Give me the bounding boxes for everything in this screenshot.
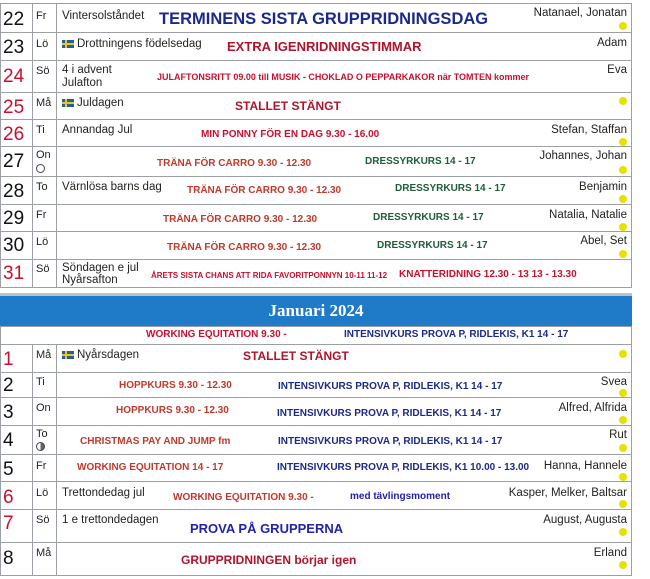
name-day: Svea: [600, 376, 627, 388]
weekday: Sö: [36, 65, 50, 77]
event-label: INTENSIVKURS PROVA P, RIDLEKIS, K1 14 - 17: [278, 381, 503, 392]
name-day: Kasper, Melker, Baltsar: [508, 487, 627, 499]
event-label: INTENSIVKURS PROVA P, RIDLEKIS, K1 14 - 17: [277, 408, 502, 419]
event-label: WORKING EQUITATION 9.30 -: [146, 329, 287, 340]
moon-phase-icon: [36, 442, 45, 451]
name-day: Johannes, Johan: [539, 150, 627, 162]
event-label: GRUPPRIDNINGEN börjar igen: [181, 553, 357, 567]
name-day: Abel, Set: [580, 235, 627, 247]
day-description-2: Nyårsafton: [62, 274, 118, 286]
day-description-wrap: [62, 38, 202, 51]
day-number: 6: [3, 487, 14, 508]
january-event-strip: [0, 326, 632, 344]
name-day: Natalia, Natalie: [549, 209, 627, 221]
day-number: 28: [3, 181, 25, 202]
name-day: Rut: [609, 429, 627, 441]
day-row-jan-3: [0, 397, 632, 425]
day-number: 1: [3, 349, 14, 370]
moon-dot-icon: [619, 500, 627, 508]
day-row-dec-22: [0, 3, 632, 32]
day-description: Trettondedag jul: [62, 487, 145, 499]
weekday: Sö: [36, 263, 50, 275]
weekday: Må: [36, 97, 52, 109]
day-description: Drottningens födelsedag: [77, 38, 202, 50]
event-label: med tävlingsmoment: [350, 491, 451, 502]
weekday: Lö: [36, 38, 49, 50]
weekday: Fr: [36, 460, 47, 472]
day-row-dec-30: [0, 231, 632, 259]
event-label: KNATTERIDNING 12.30 - 13 13 - 13.30: [399, 269, 577, 280]
day-row-dec-28: [0, 176, 632, 204]
day-description: Annandag Jul: [62, 124, 133, 136]
day-row-jan-8: [0, 542, 632, 576]
moon-dot-icon: [619, 350, 627, 358]
day-row-jan-6: [0, 481, 632, 509]
event-label: DRESSYRKURS 14 - 17: [377, 240, 488, 251]
day-row-dec-23: [0, 32, 632, 60]
day-number: 2: [3, 375, 14, 396]
day-row-jan-2: [0, 372, 632, 397]
event-label: HOPPKURS 9.30 - 12.30: [116, 405, 229, 416]
day-row-jan-5: [0, 454, 632, 481]
event-label: DRESSYRKURS 14 - 17: [395, 183, 506, 194]
weekday: Sö: [36, 514, 50, 526]
weekday: Ti: [36, 124, 45, 136]
moon-dot-icon: [619, 250, 627, 258]
weekday: Ti: [36, 376, 45, 388]
day-description: Vintersolståndet: [62, 10, 145, 22]
name-day: Adam: [596, 37, 627, 49]
event-label: PROVA PÅ GRUPPERNA: [190, 521, 344, 536]
weekday: On: [36, 402, 51, 414]
day-row-jan-1: [0, 344, 632, 372]
moon-dot-icon: [619, 166, 627, 174]
day-number: 29: [3, 208, 25, 229]
month-header: Januari 2024: [0, 296, 632, 326]
moon-dot-icon: [619, 138, 627, 146]
weekday: Fr: [36, 10, 47, 22]
event-label: TRÄNA FÖR CARRO 9.30 - 12.30: [157, 158, 312, 169]
day-description: 1 e trettondedagen: [62, 514, 159, 526]
moon-dot-icon: [619, 416, 627, 424]
moon-dot-icon: [619, 444, 627, 452]
day-row-jan-7: [0, 509, 632, 542]
event-label: INTENSIVKURS PROVA P, RIDLEKIS, K1 14 - 17: [278, 436, 503, 447]
day-number: 25: [3, 97, 25, 118]
name-day: Erland: [593, 547, 627, 559]
swedish-flag-icon: [62, 40, 74, 48]
day-description-wrap: [62, 97, 124, 110]
event-label: WORKING EQUITATION 14 - 17: [77, 462, 224, 473]
swedish-flag-icon: [62, 99, 74, 107]
day-row-jan-4: [0, 425, 632, 454]
day-row-dec-27: [0, 146, 632, 176]
day-number: 7: [3, 513, 14, 534]
event-label: STALLET STÄNGT: [235, 99, 341, 113]
moon-dot-icon: [619, 561, 627, 569]
day-description: Juldagen: [77, 97, 124, 109]
weekday: Lö: [36, 236, 49, 248]
event-label: MIN PONNY FÖR EN DAG 9.30 - 16.00: [201, 129, 380, 140]
name-day: Hanna, Hannele: [543, 460, 627, 472]
day-number: 22: [3, 9, 25, 30]
day-description-2: Julafton: [62, 77, 103, 89]
day-description: Nyårsdagen: [77, 349, 140, 361]
weekday: Må: [36, 349, 52, 361]
weekday: Må: [36, 547, 52, 559]
event-label: INTENSIVKURS PROVA P, RIDLEKIS, K1 10.00 - 13.00: [277, 462, 530, 473]
name-day: Eva: [607, 64, 627, 76]
weekday: On: [36, 149, 51, 161]
weekday: To: [36, 181, 48, 193]
event-label: TERMINENS SISTA GRUPPRIDNINGSDAG: [159, 10, 489, 28]
event-label: STALLET STÄNGT: [243, 349, 349, 363]
event-label: DRESSYRKURS 14 - 17: [365, 156, 476, 167]
day-description: Värnlösa barns dag: [62, 181, 162, 193]
day-number: 8: [3, 548, 14, 569]
day-number: 4: [3, 430, 14, 451]
event-label: CHRISTMAS PAY AND JUMP fm: [80, 436, 231, 447]
event-label: ÅRETS SISTA CHANS ATT RIDA FAVORITPONNYN 10-11 11-12: [151, 271, 388, 280]
day-number: 3: [3, 402, 14, 423]
moon-dot-icon: [619, 389, 627, 397]
day-number: 26: [3, 124, 25, 145]
event-label: EXTRA IGENRIDNINGSTIMMAR: [227, 39, 422, 54]
name-day: August, Augusta: [543, 514, 627, 526]
swedish-flag-icon: [62, 351, 74, 359]
moon-phase-icon: [36, 164, 45, 173]
day-number: 5: [3, 459, 14, 480]
day-number: 31: [3, 263, 25, 284]
name-day: Benjamin: [579, 181, 627, 193]
event-label: TRÄNA FÖR CARRO 9.30 - 12.30: [163, 214, 318, 225]
moon-dot-icon: [619, 528, 627, 536]
day-number: 23: [3, 37, 25, 58]
day-number: 27: [3, 151, 25, 172]
weekday: Fr: [36, 209, 47, 221]
moon-dot-icon: [619, 97, 627, 105]
weekday: Lö: [36, 487, 49, 499]
event-label: INTENSIVKURS PROVA P, RIDLEKIS, K1 14 - 17: [344, 329, 569, 340]
event-label: TRÄNA FÖR CARRO 9.30 - 12.30: [167, 242, 322, 253]
name-day: Natanael, Jonatan: [533, 7, 627, 19]
moon-dot-icon: [619, 473, 627, 481]
day-row-dec-29: [0, 204, 632, 231]
event-label: DRESSYRKURS 14 - 17: [373, 212, 484, 223]
name-day: Alfred, Alfrida: [558, 402, 627, 414]
day-number: 30: [3, 235, 25, 256]
event-label: JULAFTONSRITT 09.00 till MUSIK - CHOKLAD O PEPPARKAKOR när TOMTEN kommer: [157, 72, 530, 82]
moon-dot-icon: [619, 22, 627, 30]
moon-dot-icon: [619, 195, 627, 203]
event-label: HOPPKURS 9.30 - 12.30: [119, 380, 232, 391]
name-day: Stefan, Staffan: [551, 124, 627, 136]
event-label: TRÄNA FÖR CARRO 9.30 - 12.30: [187, 185, 342, 196]
day-row-dec-24: [0, 60, 632, 92]
moon-dot-icon: [619, 223, 627, 231]
day-row-dec-25: [0, 92, 632, 119]
day-description-wrap: [62, 349, 139, 362]
event-label: WORKING EQUITATION 9.30 -: [173, 492, 314, 503]
day-number: 24: [3, 66, 25, 87]
day-description: Söndagen e jul: [62, 262, 139, 274]
day-row-dec-31: [0, 259, 632, 288]
weekday: To: [36, 428, 48, 440]
day-row-dec-26: [0, 119, 632, 146]
day-description: 4 i advent: [62, 64, 112, 76]
